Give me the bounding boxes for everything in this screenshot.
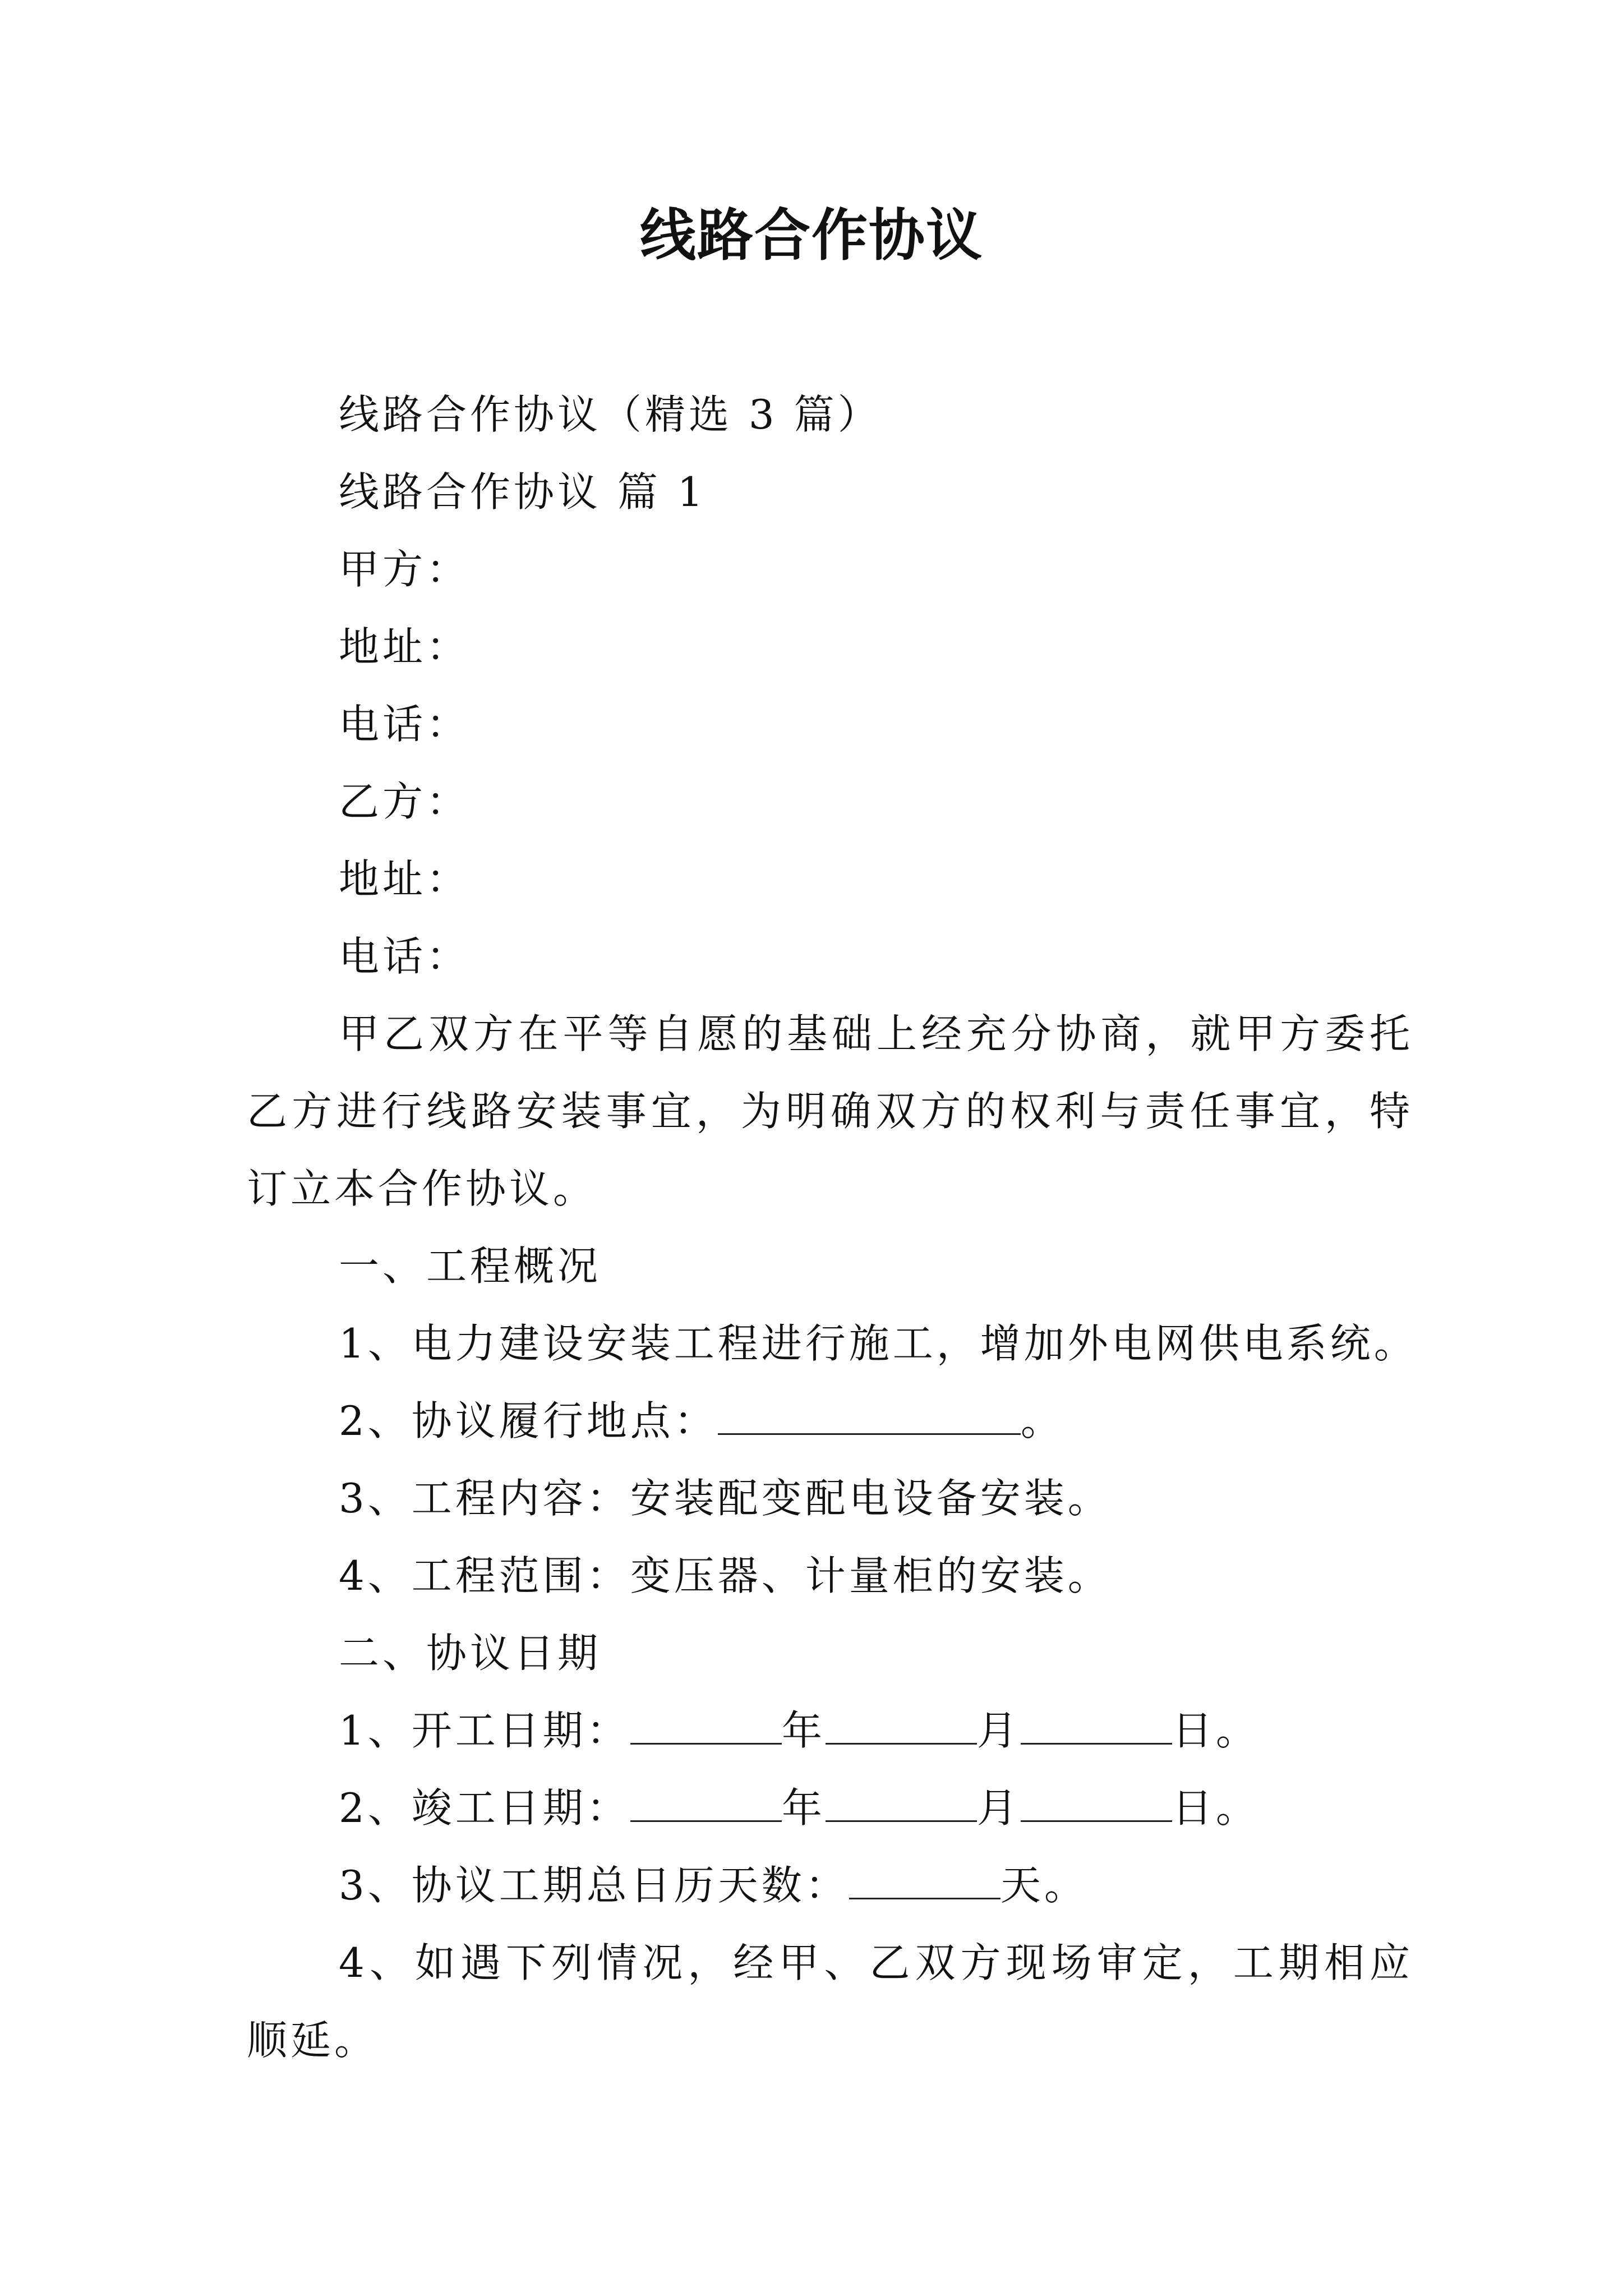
item-2-2-text: 2、竣工日期： bbox=[339, 1784, 630, 1832]
start-day-blank bbox=[1021, 1704, 1172, 1745]
party-b-phone-label: 电话： bbox=[339, 933, 471, 980]
year-label: 年 bbox=[781, 1784, 826, 1832]
item-2-3 bbox=[247, 1847, 1413, 1924]
item-1-2 bbox=[247, 1382, 1413, 1460]
document-title: 线路合作协议 bbox=[640, 203, 983, 268]
location-blank bbox=[718, 1394, 1021, 1435]
heading-project-overview: 一、工程概况 bbox=[339, 1243, 602, 1290]
item-2-3-suffix: 天。 bbox=[1000, 1862, 1088, 1909]
party-b-label: 乙方： bbox=[339, 778, 471, 825]
item-1-2-suffix: 。 bbox=[1020, 1397, 1064, 1444]
item-2-2 bbox=[247, 1769, 1413, 1847]
item-2-1-text: 1、开工日期： bbox=[339, 1707, 630, 1754]
month-label: 月 bbox=[976, 1784, 1021, 1832]
section-heading: 线路合作协议 篇 1 bbox=[339, 468, 707, 516]
item-1-2-text: 2、协议履行地点： bbox=[339, 1397, 718, 1444]
start-month-blank bbox=[826, 1704, 977, 1745]
item-1-4: 4、工程范围：变压器、计量柜的安装。 bbox=[339, 1552, 1112, 1599]
end-day-blank bbox=[1021, 1781, 1172, 1822]
item-2-1 bbox=[247, 1692, 1413, 1769]
subtitle: 线路合作协议（精选 3 篇） bbox=[339, 391, 882, 438]
end-year-blank bbox=[630, 1781, 782, 1822]
day-label: 日。 bbox=[1172, 1707, 1260, 1754]
end-month-blank bbox=[826, 1781, 977, 1822]
document-body bbox=[247, 376, 1418, 2079]
item-1-3: 3、工程内容：安装配变配电设备安装。 bbox=[339, 1475, 1112, 1522]
start-year-blank bbox=[630, 1704, 782, 1745]
party-a-address-label: 地址： bbox=[339, 623, 471, 670]
item-2-3-text: 3、协议工期总日历天数： bbox=[339, 1862, 849, 1909]
heading-agreement-dates: 二、协议日期 bbox=[339, 1630, 602, 1677]
intro-paragraph: 甲乙双方在平等自愿的基础上经充分协商，就甲方委托乙方进行线路安装事宜，为明确双方的权利与责任事宜，特订立本合作协议。 bbox=[247, 1010, 1413, 1212]
item-1-1: 1、电力建设安装工程进行施工，增加外电网供电系统。 bbox=[339, 1320, 1418, 1367]
party-a-label: 甲方： bbox=[339, 546, 471, 593]
total-days-blank bbox=[849, 1858, 1000, 1899]
item-2-4: 4、如遇下列情况，经甲、乙双方现场审定，工期相应顺延。 bbox=[247, 1939, 1413, 2064]
day-label: 日。 bbox=[1172, 1784, 1260, 1832]
month-label: 月 bbox=[976, 1707, 1021, 1754]
party-a-phone-label: 电话： bbox=[339, 701, 471, 748]
year-label: 年 bbox=[781, 1707, 826, 1754]
party-b-address-label: 地址： bbox=[339, 855, 471, 903]
